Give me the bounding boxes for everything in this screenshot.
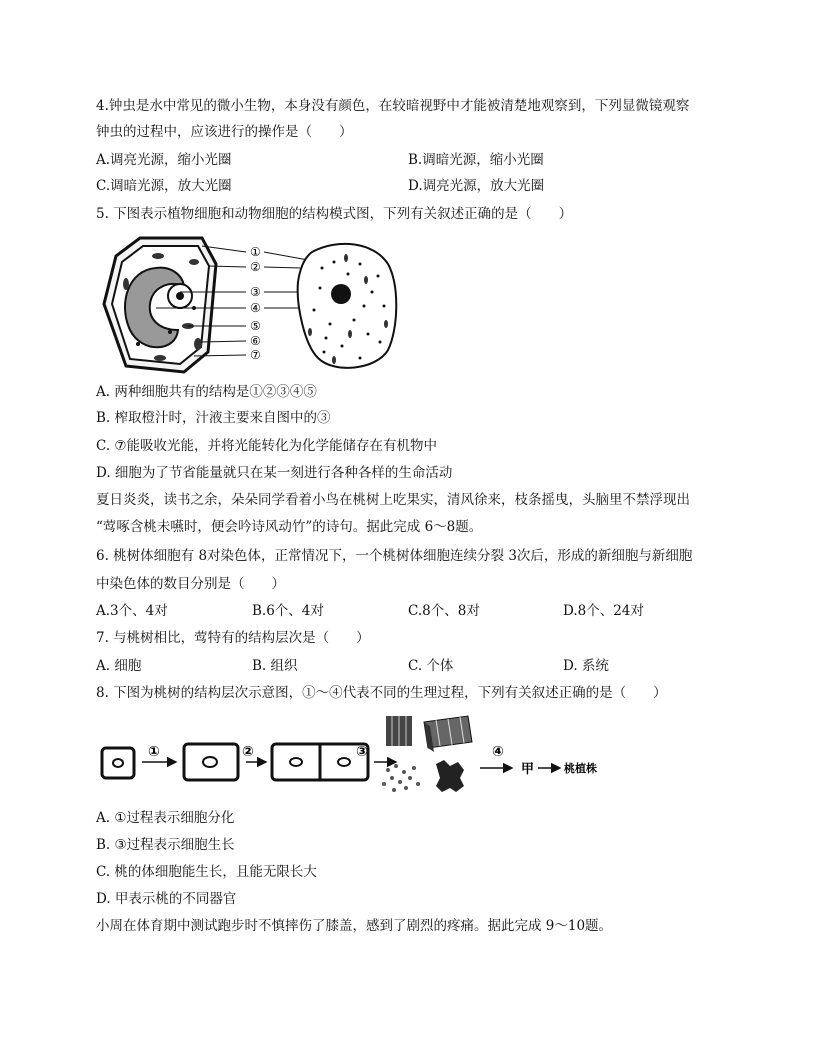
q5-option-b: B. 榨取橙汁时，汁液主要来自图中的③: [96, 410, 331, 426]
q8-stem: 8. 下图为桃树的结构层次示意图，①～④代表不同的生理过程，下列有关叙述正确的是（ ）: [96, 685, 667, 701]
q4-option-d: D.调亮光源，放大光圈: [408, 178, 545, 194]
q8-option-b: B. ③过程表示细胞生长: [96, 837, 235, 853]
q5-option-c: C. ⑦能吸收光能，并将光能转化为化学能储存在有机物中: [96, 438, 438, 454]
q4-option-a: A.调亮光源，缩小光圈: [96, 152, 232, 168]
passage2-line1: 小周在体育期中测试跑步时不慎摔伤了膝盖，感到了剧烈的疼痛。据此完成 9～10题。: [96, 918, 613, 934]
q7-option-a: A. 细胞: [96, 658, 142, 674]
q4-option-c: C.调暗光源，放大光圈: [96, 178, 232, 194]
figure-label-1: ①: [250, 245, 261, 259]
q6-stem-line1: 6. 桃树体细胞有 8对染色体，正常情况下，一个桃树体细胞连续分裂 3次后，形成的新细胞与新细胞: [96, 548, 693, 564]
process-label-3: ③: [356, 744, 368, 760]
plant-hierarchy-figure-tail: [536, 750, 616, 780]
q7-option-d: D. 系统: [563, 658, 609, 674]
q6-option-d: D.8个、24对: [563, 603, 644, 619]
q7-option-b: B. 组织: [252, 658, 298, 674]
process-label-4: ④: [492, 744, 504, 760]
q7-option-c: C. 个体: [408, 658, 454, 674]
figure-label-3: ③: [250, 285, 261, 299]
q7-stem: 7. 与桃树相比，莺特有的结构层次是（ ）: [96, 630, 370, 646]
q6-option-b: B.6个、4对: [252, 603, 324, 619]
figure-label-4: ④: [250, 301, 261, 315]
passage1-line1: 夏日炎炎，读书之余，朵朵同学看着小鸟在桃树上吃果实，清风徐来，枝条摇曳，头脑里不禁浮现出: [96, 492, 690, 508]
passage1-line2: “莺啄含桃未嚥时，便会吟诗风动竹”的诗句。据此完成 6～8题。: [96, 519, 483, 535]
q5-option-d: D. 细胞为了节省能量就只在某一刻进行各种各样的生命活动: [96, 465, 453, 481]
q8-option-a: A. ①过程表示细胞分化: [96, 810, 235, 826]
figure-label-peach-plant: 桃植株: [564, 762, 597, 775]
process-label-2: ②: [242, 744, 254, 760]
cell-structure-figure: [98, 234, 398, 376]
q6-stem-line2: 中染色体的数目分别是（ ）: [96, 576, 285, 592]
figure-label-jia: 甲: [521, 762, 535, 777]
process-label-1: ①: [148, 744, 160, 760]
q5-option-a: A. 两种细胞共有的结构是①②③④⑤: [96, 384, 317, 400]
q4-option-b: B.调暗光源，缩小光圈: [408, 152, 544, 168]
figure-label-2: ②: [250, 260, 261, 274]
q6-option-a: A.3个、4对: [96, 603, 168, 619]
q4-stem-line2: 钟虫的过程中，应该进行的操作是（ ）: [96, 124, 353, 140]
figure-label-7: ⑦: [250, 348, 261, 362]
figure-label-6: ⑥: [250, 334, 261, 348]
q6-option-c: C.8个、8对: [408, 603, 480, 619]
figure-label-5: ⑤: [250, 319, 261, 333]
q8-option-c: C. 桃的体细胞能生长，且能无限长大: [96, 864, 317, 880]
animal-cell-diagram: [298, 244, 397, 368]
plant-hierarchy-figure: [96, 712, 536, 802]
q5-stem: 5. 下图表示植物细胞和动物细胞的结构模式图，下列有关叙述正确的是（ ）: [96, 206, 573, 222]
tissue-images: [382, 716, 472, 792]
q4-stem-line1: 4.钟虫是水中常见的微小生物，本身没有颜色，在较暗视野中才能被清楚地观察到，下列显微镜观察: [96, 98, 690, 114]
q8-option-d: D. 甲表示桃的不同器官: [96, 891, 237, 907]
plant-cell-diagram: [104, 238, 216, 372]
